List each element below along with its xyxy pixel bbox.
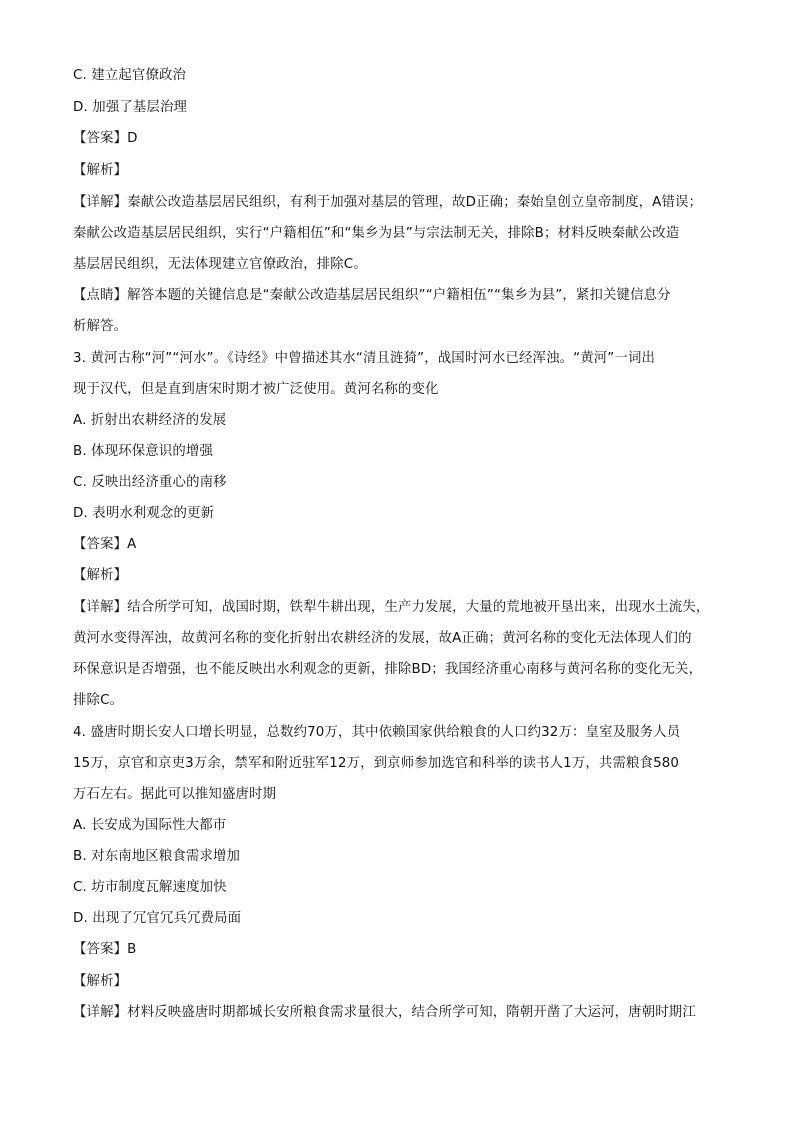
q2-option-c: C. 建立起官僚政治 xyxy=(73,68,187,83)
q4-option-a: A. 长安成为国际性大都市 xyxy=(73,818,227,833)
q4-analysis-label: 【解析】 xyxy=(73,974,128,989)
q4-detail-line-1: 【详解】材料反映盛唐时期都城长安所粮食需求量很大，结合所学可知，隋朝开凿了大运河，唐朝时期江 xyxy=(73,1005,696,1020)
q3-answer: 【答案】A xyxy=(73,537,137,552)
q3-stem-line-1: 3. 黄河古称“河”“河水”。《诗经》中曾描述其水“清且涟猗”，战国时河水已经浑浊。“黄河”一词出 xyxy=(73,351,656,366)
q3-option-b: B. 体现环保意识的增强 xyxy=(73,444,214,459)
q4-answer: 【答案】B xyxy=(73,942,137,957)
q4-option-b: B. 对东南地区粮食需求增加 xyxy=(73,849,241,864)
q3-detail-line-3: 环保意识是否增强，也不能反映出水利观念的更新，排除BD；我国经济重心南移与黄河名称的变化无关， xyxy=(73,662,703,677)
q2-analysis-label: 【解析】 xyxy=(73,163,128,178)
q2-point-line-2: 析解答。 xyxy=(73,319,128,334)
q3-analysis-label: 【解析】 xyxy=(73,568,128,583)
q2-detail-line-2: 秦献公改造基层居民组织，实行“户籍相伍”和“集乡为县”与宗法制无关，排除B；材料反映秦献公改造 xyxy=(73,226,680,241)
q2-detail-line-3: 基层居民组织，无法体现建立官僚政治，排除C。 xyxy=(73,257,367,272)
q4-stem-line-3: 万石左右。据此可以推知盛唐时期 xyxy=(73,787,277,802)
q3-option-d: D. 表明水利观念的更新 xyxy=(73,506,215,521)
q2-detail-line-1: 【详解】秦献公改造基层居民组织，有利于加强对基层的管理，故D正确；秦始皇创立皇帝制度，A错误； xyxy=(73,195,703,210)
q3-detail-line-2: 黄河水变得浑浊，故黄河名称的变化折射出农耕经济的发展，故A正确；黄河名称的变化无法体现人们的 xyxy=(73,631,692,646)
q2-point-line-1: 【点睛】解答本题的关键信息是“秦献公改造基层居民组织”“户籍相伍”“集乡为县”，紧扣关键信息分 xyxy=(73,288,671,303)
q4-option-d: D. 出现了冗官冗兵冗费局面 xyxy=(73,911,242,926)
q3-option-c: C. 反映出经济重心的南移 xyxy=(73,475,227,490)
q3-detail-line-4: 排除C。 xyxy=(73,693,124,708)
q3-option-a: A. 折射出农耕经济的发展 xyxy=(73,413,227,428)
q3-stem-line-2: 现于汉代，但是直到唐宋时期才被广泛使用。黄河名称的变化 xyxy=(73,382,439,397)
q2-option-d: D. 加强了基层治理 xyxy=(73,100,188,115)
q2-answer: 【答案】D xyxy=(73,131,138,146)
q4-option-c: C. 坊市制度瓦解速度加快 xyxy=(73,880,227,895)
q4-stem-line-2: 15万，京官和京吏3万余，禁军和附近驻军12万，到京师参加选官和科举的读书人1万，共需粮食580 xyxy=(73,756,680,771)
q4-stem-line-1: 4. 盛唐时期长安人口增长明显，总数约70万，其中依赖国家供给粮食的人口约32万：皇室及服务人员 xyxy=(73,725,681,740)
q3-detail-line-1: 【详解】结合所学可知，战国时期，铁犁牛耕出现，生产力发展，大量的荒地被开垦出来，出现水土流失， xyxy=(73,600,710,615)
